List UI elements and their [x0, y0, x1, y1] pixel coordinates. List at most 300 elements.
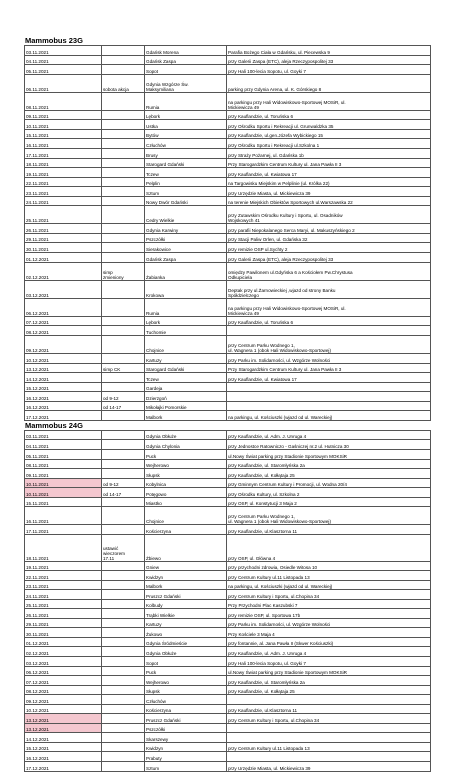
table-row [25, 666, 431, 676]
address-cell [227, 723, 431, 733]
note-cell: od 14-17 [102, 401, 145, 411]
date-cell: 02.12.2021 [25, 262, 102, 280]
address-cell: przy Kauflandzie, ul.gen.Józefa Wybickiego 15 [227, 129, 431, 139]
address-cell: przy Kauflandzie, ul. Toruńska 6 [227, 110, 431, 120]
address-cell: przy Kauflandzie, ul. Staromłyńska 2a [227, 676, 431, 686]
note-cell [102, 65, 145, 75]
date-cell: 07.12.2021 [25, 316, 102, 326]
note-cell [102, 742, 145, 752]
address-cell: przy parafii Niepokalanego Serca Maryi, ul. Makuszyńskiego 2 [227, 224, 431, 234]
note-cell [102, 618, 145, 628]
date-cell: 22.11.2021 [25, 177, 102, 187]
note-cell [102, 752, 145, 762]
place-cell: Tuchomie [145, 326, 227, 336]
schedule-document [24, 36, 430, 772]
table-row [25, 618, 431, 628]
place-cell: Gniew [145, 561, 227, 571]
place-cell: Malbork [145, 580, 227, 590]
address-cell [227, 752, 431, 762]
note-cell [102, 657, 145, 667]
note-cell [102, 280, 145, 298]
note-cell [102, 158, 145, 168]
address-cell: Przy Przychodni Plac Kaszubski 7 [227, 599, 431, 609]
table-row [25, 723, 431, 733]
date-cell: 25.11.2021 [25, 206, 102, 224]
table-row [25, 534, 431, 561]
place-cell: Sierakowice [145, 243, 227, 253]
table-row [25, 714, 431, 724]
note-cell [102, 55, 145, 65]
place-cell: Kwidzyn [145, 742, 227, 752]
date-cell: 16.12.2021 [25, 752, 102, 762]
schedule-table [24, 45, 431, 421]
address-cell: przy Centrum Parku Wodnego 1, ul. Wagnera 1 (obok Hali Widowiskowo-Sportowej) [227, 507, 431, 525]
place-cell: Brusy [145, 149, 227, 159]
date-cell: 16.12.2021 [25, 401, 102, 411]
table-row [25, 158, 431, 168]
address-cell: przy Kauflandzie, ul. Kwiatowa 17 [227, 373, 431, 383]
note-cell: simp CK [102, 363, 145, 373]
note-cell [102, 316, 145, 326]
date-cell: 29.11.2021 [25, 233, 102, 243]
date-cell: 22.11.2021 [25, 571, 102, 581]
date-cell: 06.12.2021 [25, 298, 102, 316]
address-cell: przy Galerii Zaspa (ETC), aleja Rzeczypospolitej 33 [227, 55, 431, 65]
date-cell: 17.12.2021 [25, 762, 102, 772]
date-cell: 15.11.2021 [25, 129, 102, 139]
table-row [25, 373, 431, 383]
note-cell [102, 580, 145, 590]
address-cell: ul.Nowy Świat parking przy Stadionie Sportowym MOKSiR [227, 666, 431, 676]
date-cell: 19.11.2021 [25, 561, 102, 571]
date-cell: 05.11.2021 [25, 449, 102, 459]
date-cell: 10.12.2021 [25, 354, 102, 364]
address-cell: na Targowisku Miejskim w Pelplinie (ul. Królka 22) [227, 177, 431, 187]
note-cell [102, 666, 145, 676]
note-cell [102, 354, 145, 364]
address-cell [227, 326, 431, 336]
place-cell: Lębork [145, 110, 227, 120]
table-row [25, 647, 431, 657]
table-row [25, 224, 431, 234]
address-cell: na parkingu przy Hali Widowiskowo-Sportowej MOSiR, ul. Mickiewicza 49 [227, 92, 431, 110]
date-cell: 06.11.2021 [25, 74, 102, 92]
date-cell: 15.11.2021 [25, 497, 102, 507]
date-cell: 03.12.2021 [25, 657, 102, 667]
note-cell [102, 430, 145, 440]
note-cell [102, 685, 145, 695]
address-cell: przy Kauflandzie, ul. Adm. J. Unruga 4 [227, 430, 431, 440]
place-cell: Pszczółki [145, 723, 227, 733]
address-cell: przy Galerii Zaspa (ETC), aleja Rzeczypospolitej 33 [227, 253, 431, 263]
date-cell: 10.11.2021 [25, 488, 102, 498]
place-cell: Potęgowo [145, 488, 227, 498]
date-cell: 29.11.2021 [25, 618, 102, 628]
table-row [25, 401, 431, 411]
table-row [25, 440, 431, 450]
address-cell: przy Centrum Kultury ul.11 Listopada 13 [227, 742, 431, 752]
note-cell [102, 168, 145, 178]
address-cell: przy Gminnym Centrum Kultury i Promocji, ul. Wodna 20/4 [227, 478, 431, 488]
date-cell: 24.11.2021 [25, 196, 102, 206]
place-cell: Kartuzy [145, 354, 227, 364]
place-cell: Człuchów [145, 139, 227, 149]
place-cell: Człuchów [145, 695, 227, 705]
address-cell: przy Kauflandzie, ul.Klasztorna 11 [227, 525, 431, 535]
note-cell: od 9-12 [102, 478, 145, 488]
table-row [25, 478, 431, 488]
date-cell: 08.11.2021 [25, 459, 102, 469]
note-cell [102, 149, 145, 159]
place-cell: Wejherowo [145, 459, 227, 469]
note-cell [102, 497, 145, 507]
place-cell: Starogard Gdański [145, 363, 227, 373]
place-cell: Mikołajki Pomorskie [145, 401, 227, 411]
address-cell: przy Kauflandzie, ul. Adm. J. Unruga 4 [227, 647, 431, 657]
address-cell: przy Hali 100-lecia Sopotu, ul. Goyki 7 [227, 65, 431, 75]
table-row [25, 316, 431, 326]
address-cell: Deptak przy ul.Żarnowieckiej ,wjazd od strony Banku Spółdzielczego [227, 280, 431, 298]
table-row [25, 74, 431, 92]
address-cell: przy Kauflandzie, ul. Kołłątaja 25 [227, 469, 431, 479]
table-row [25, 354, 431, 364]
date-cell: 09.11.2021 [25, 469, 102, 479]
date-cell: 06.12.2021 [25, 666, 102, 676]
place-cell: Skarszewy [145, 733, 227, 743]
address-cell: przy Urzędzie Miasta, ul. Mickiewicza 39 [227, 762, 431, 772]
place-cell: Rumia [145, 92, 227, 110]
date-cell: 17.11.2021 [25, 525, 102, 535]
date-cell: 23.11.2021 [25, 580, 102, 590]
table-row [25, 149, 431, 159]
note-cell: od 14-17 [102, 488, 145, 498]
date-cell: 04.11.2021 [25, 440, 102, 450]
place-cell: Nowy Dwór Gdański [145, 196, 227, 206]
note-cell: simp zmieniony [102, 262, 145, 280]
place-cell: Żukowo [145, 628, 227, 638]
address-cell: przy Zutawskim Ośrodku Kultury i Sportu, ul. Osadników Wojskowych 41 [227, 206, 431, 224]
note-cell [102, 298, 145, 316]
address-cell: przy przychodni zdrowia, Osiedle Witosa 10 [227, 561, 431, 571]
address-cell: przy Urzędzie Miasta, ul. Mickiewicza 39 [227, 187, 431, 197]
table-row [25, 459, 431, 469]
place-cell: Gdańsk Morena [145, 46, 227, 56]
address-cell [227, 382, 431, 392]
note-cell [102, 382, 145, 392]
date-cell: 05.11.2021 [25, 65, 102, 75]
address-cell: przy OSP, ul. Konstytucji 3 Maja 2 [227, 497, 431, 507]
address-cell: na parkingu, ul. Kościuszki (wjazd od ul. Wareckiej) [227, 580, 431, 590]
note-cell [102, 628, 145, 638]
date-cell: 26.11.2021 [25, 609, 102, 619]
place-cell: Puck [145, 666, 227, 676]
note-cell [102, 233, 145, 243]
note-cell [102, 507, 145, 525]
place-cell: Żbiewo [145, 534, 227, 561]
place-cell: Żabianka [145, 262, 227, 280]
note-cell [102, 723, 145, 733]
date-cell: 23.11.2021 [25, 187, 102, 197]
table-row [25, 411, 431, 421]
note-cell [102, 177, 145, 187]
date-cell: 17.11.2021 [25, 149, 102, 159]
table-row [25, 676, 431, 686]
table-row [25, 762, 431, 772]
place-cell: Sztum [145, 187, 227, 197]
date-cell: 08.12.2021 [25, 685, 102, 695]
place-cell: Miastko [145, 497, 227, 507]
note-cell [102, 326, 145, 336]
note-cell [102, 469, 145, 479]
table-row [25, 590, 431, 600]
address-cell: przy Centrum Kultury i Sportu, ul.Chopina 34 [227, 590, 431, 600]
place-cell: Krokowa [145, 280, 227, 298]
place-cell: Dzierzgoń [145, 392, 227, 402]
place-cell: Sopot [145, 65, 227, 75]
note-cell [102, 440, 145, 450]
note-cell [102, 637, 145, 647]
table-row [25, 637, 431, 647]
note-cell [102, 129, 145, 139]
address-cell: przy Centrum Kultury i Sportu, ul.Chopina 34 [227, 714, 431, 724]
date-cell: 03.12.2021 [25, 280, 102, 298]
date-cell: 18.11.2021 [25, 158, 102, 168]
note-cell [102, 411, 145, 421]
place-cell: Gdynia Obłuże [145, 647, 227, 657]
table-row [25, 695, 431, 705]
date-cell: 09.11.2021 [25, 110, 102, 120]
date-cell: 14.12.2021 [25, 373, 102, 383]
date-cell: 16.12.2021 [25, 392, 102, 402]
note-cell: ustawić wieczorem 17.11 [102, 534, 145, 561]
table-row [25, 525, 431, 535]
note-cell: sobota akcja [102, 74, 145, 92]
address-cell: przy Parku im. Solidarności, ul. Wzgórze Wolności [227, 618, 431, 628]
date-cell: 13.12.2021 [25, 723, 102, 733]
schedule-table [24, 430, 431, 772]
address-cell: na parkingu, ul. Kościuszki (wjazd od ul. Wareckiej) [227, 411, 431, 421]
table-row [25, 55, 431, 65]
address-cell: przy Centrum Kultury ul.11 Listopada 13 [227, 571, 431, 581]
table-row [25, 129, 431, 139]
address-cell: przy Stacji Paliw Orlen, ul. Gdańska 32 [227, 233, 431, 243]
address-cell: przy Ośrodku Kultury, ul. Szkolna 2 [227, 488, 431, 498]
address-cell: Przy Kościele 3 Maja 4 [227, 628, 431, 638]
date-cell: 26.11.2021 [25, 224, 102, 234]
address-cell: przy Kauflandzie, ul. Kołłątaja 25 [227, 685, 431, 695]
date-cell: 01.12.2021 [25, 253, 102, 263]
address-cell: Parafia Bożego Ciała w Gdańsku, ul. Piecewska 9 [227, 46, 431, 56]
address-cell: przy Hali 100-lecia Sopotu, ul. Goyki 7 [227, 657, 431, 667]
date-cell: 15.12.2021 [25, 382, 102, 392]
date-cell: 13.12.2021 [25, 363, 102, 373]
address-cell: przy fontannie, al. Jana Pawła II (Skwer Kościuszki) [227, 637, 431, 647]
place-cell: Tczew [145, 373, 227, 383]
place-cell: Chojnice [145, 507, 227, 525]
section-title: Mammobus 24G [25, 420, 83, 430]
note-cell [102, 676, 145, 686]
address-cell: przy Kauflandzie, ul. Kwiatowa 17 [227, 168, 431, 178]
address-cell: parking przy Gdynia Arena, ul. K. Górskiego 8 [227, 74, 431, 92]
place-cell: Prabuty [145, 752, 227, 762]
note-cell [102, 571, 145, 581]
note-cell [102, 704, 145, 714]
note-cell [102, 92, 145, 110]
place-cell: Lębork [145, 316, 227, 326]
place-cell: Kartuzy [145, 618, 227, 628]
note-cell [102, 762, 145, 772]
table-row [25, 65, 431, 75]
place-cell: Kobylnica [145, 478, 227, 488]
date-cell: 10.11.2021 [25, 478, 102, 488]
place-cell: Sztum [145, 762, 227, 772]
table-row [25, 46, 431, 56]
place-cell: Rumia [145, 298, 227, 316]
table-row [25, 497, 431, 507]
place-cell: Gardeja [145, 382, 227, 392]
place-cell: Trąbki Wielkie [145, 609, 227, 619]
note-cell [102, 139, 145, 149]
note-cell [102, 373, 145, 383]
note-cell: od 9-12 [102, 392, 145, 402]
place-cell: Tczew [145, 168, 227, 178]
date-cell: 13.12.2021 [25, 714, 102, 724]
date-cell: 07.12.2021 [25, 676, 102, 686]
note-cell [102, 449, 145, 459]
place-cell: Gdynia Karwiny [145, 224, 227, 234]
table-row [25, 704, 431, 714]
date-cell: 09.12.2021 [25, 335, 102, 353]
place-cell: Gdynia Wzgórze Św. Maksymiliana [145, 74, 227, 92]
table-row [25, 628, 431, 638]
date-cell: 17.12.2021 [25, 411, 102, 421]
place-cell: Chojnice [145, 335, 227, 353]
date-cell: 30.11.2021 [25, 243, 102, 253]
place-cell: Kwidzyn [145, 571, 227, 581]
note-cell [102, 46, 145, 56]
note-cell [102, 120, 145, 130]
table-row [25, 253, 431, 263]
note-cell [102, 110, 145, 120]
date-cell: 19.11.2021 [25, 168, 102, 178]
place-cell: Pruszcz Gdański [145, 714, 227, 724]
date-cell: 15.12.2021 [25, 742, 102, 752]
address-cell: przy Parku im. Solidarności, ul. Wzgórze Wolności [227, 354, 431, 364]
table-row [25, 280, 431, 298]
address-cell: przy Ośrodku Sportu i Rekreacji ul. Grunwaldzka 35 [227, 120, 431, 130]
table-row [25, 326, 431, 336]
place-cell: Kościerzyna [145, 525, 227, 535]
table-row [25, 298, 431, 316]
address-cell [227, 401, 431, 411]
note-cell [102, 609, 145, 619]
place-cell: Gdynia Śródmieście [145, 637, 227, 647]
address-cell: przy Ośrodku Sportu i Rekreacji ul.Szkolna 1 [227, 139, 431, 149]
table-row [25, 449, 431, 459]
note-cell [102, 253, 145, 263]
place-cell: Gdańsk Zaspa [145, 55, 227, 65]
note-cell [102, 733, 145, 743]
date-cell: 16.11.2021 [25, 139, 102, 149]
table-row [25, 609, 431, 619]
address-cell: przy Kauflandzie, ul. Toruńska 6 [227, 316, 431, 326]
address-cell: przy OSP, ul. Główna 4 [227, 534, 431, 561]
place-cell: Cedry Wielkie [145, 206, 227, 224]
address-cell: przy Kauflandzie, ul. Staromłyńska 2a [227, 459, 431, 469]
address-cell: omiędzy Pawilonem ul.Gdyńska 6 a Kościołem Pw.Chrystusa Odkupiciela [227, 262, 431, 280]
date-cell: 02.12.2021 [25, 647, 102, 657]
table-row [25, 120, 431, 130]
address-cell: Przy Starogardzkim Centrum Kultury ul. Jana Pawła II 3 [227, 363, 431, 373]
table-row [25, 392, 431, 402]
note-cell [102, 561, 145, 571]
address-cell [227, 695, 431, 705]
place-cell: Pruszcz Gdański [145, 590, 227, 600]
address-cell: przy Jednostce Ratowniczo - Gaśniczej nr.2 ul. Hutnicza 30 [227, 440, 431, 450]
note-cell [102, 224, 145, 234]
date-cell: 10.12.2021 [25, 704, 102, 714]
note-cell [102, 599, 145, 609]
note-cell [102, 206, 145, 224]
note-cell [102, 187, 145, 197]
table-row [25, 752, 431, 762]
address-cell: przy Centrum Parku Wodnego 1, ul. Wagnera 1 (obok Hali Widowiskowo-Sportowej) [227, 335, 431, 353]
place-cell: Pszczółki [145, 233, 227, 243]
date-cell: 24.11.2021 [25, 590, 102, 600]
place-cell: Gdynia Obłuże [145, 430, 227, 440]
table-row [25, 335, 431, 353]
place-cell: Bytów [145, 129, 227, 139]
table-row [25, 206, 431, 224]
date-cell: 14.12.2021 [25, 733, 102, 743]
place-cell: Gdynia Chylonia [145, 440, 227, 450]
section-title: Mammobus 23G [25, 36, 83, 45]
table-row [25, 685, 431, 695]
note-cell [102, 647, 145, 657]
place-cell: Wejherowo [145, 676, 227, 686]
table-row [25, 233, 431, 243]
table-row [25, 168, 431, 178]
place-cell: Gdańsk Zaspa [145, 253, 227, 263]
table-row [25, 187, 431, 197]
address-cell: ul.Nowy Świat parking przy Stadionie Sportowym MOKSiR [227, 449, 431, 459]
table-row [25, 561, 431, 571]
note-cell [102, 714, 145, 724]
table-row [25, 196, 431, 206]
date-cell: 16.11.2021 [25, 507, 102, 525]
address-cell: przy Straży Pożarnej, ul. Gdańska 1b [227, 149, 431, 159]
table-row [25, 657, 431, 667]
date-cell: 25.11.2021 [25, 599, 102, 609]
place-cell: Słupsk [145, 685, 227, 695]
table-row [25, 243, 431, 253]
table-row [25, 580, 431, 590]
note-cell [102, 196, 145, 206]
place-cell: Pelplin [145, 177, 227, 187]
table-row [25, 92, 431, 110]
place-cell: Kolbudy [145, 599, 227, 609]
date-cell: 09.12.2021 [25, 695, 102, 705]
place-cell: Starogard Gdański [145, 158, 227, 168]
table-row [25, 742, 431, 752]
date-cell: 08.12.2021 [25, 326, 102, 336]
address-cell: przy Kauflandzie, ul.Klasztorna 11 [227, 704, 431, 714]
table-row [25, 262, 431, 280]
place-cell: Słupsk [145, 469, 227, 479]
table-row [25, 110, 431, 120]
table-row [25, 139, 431, 149]
note-cell [102, 695, 145, 705]
